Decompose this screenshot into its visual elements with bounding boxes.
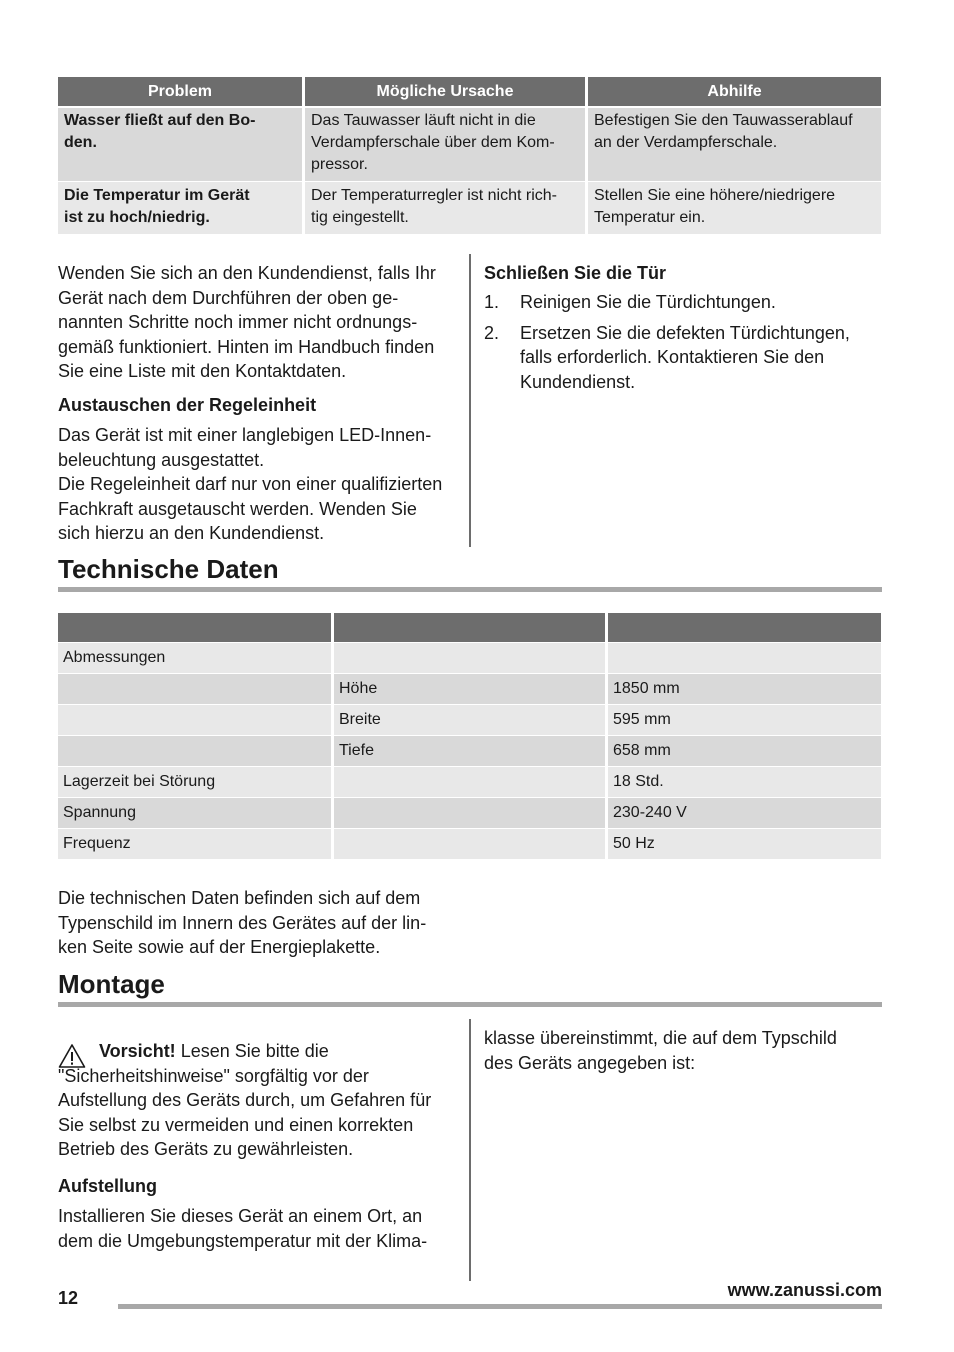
table-header-cell <box>334 613 605 642</box>
text-line: Wenden Sie sich an den Kundendienst, falls Ihr <box>58 263 436 283</box>
table-cell-cause <box>305 108 585 181</box>
table-cell: Frequenz <box>58 829 331 859</box>
cell-line: Der Temperaturregler ist nicht rich- <box>311 187 558 204</box>
section-title-technical-data: Technische Daten <box>58 554 279 584</box>
text-line: "Sicherheitshinweise" sorgfältig vor der <box>58 1065 369 1086</box>
close-door-heading: Schließen Sie die Tür <box>484 263 667 283</box>
column-divider <box>469 254 471 547</box>
footer-rule <box>118 1304 882 1309</box>
list-item <box>484 290 884 315</box>
table-cell: Tiefe <box>334 736 605 766</box>
text-line: sich hierzu an den Kundendienst. <box>58 523 325 543</box>
control-unit-heading: Austauschen der Regeleinheit <box>58 395 317 415</box>
text-line: des Geräts angegeben ist: <box>484 1052 696 1073</box>
cell-line: Stellen Sie eine höhere/niedrigere <box>594 187 836 204</box>
text-line: Das Gerät ist mit einer langlebigen LED-Innen- <box>58 425 432 445</box>
column-header-cause: Mögliche Ursache <box>305 77 585 106</box>
cell-line: Verdampferschale über dem Kom- <box>311 134 555 151</box>
column-header-problem: Problem <box>58 77 302 106</box>
text-line: Kundendienst. <box>520 371 636 392</box>
table-cell: Höhe <box>334 674 605 704</box>
table-cell <box>58 736 331 766</box>
table-cell: 230-240 V <box>608 798 881 828</box>
table-cell <box>334 767 605 797</box>
warning-text: Lesen Sie bitte die <box>175 1041 329 1061</box>
table-cell: Lagerzeit bei Störung <box>58 767 331 797</box>
table-cell <box>334 829 605 859</box>
text-line: Installieren Sie dieses Gerät an einem Ort, an <box>58 1206 423 1226</box>
control-unit-paragraph <box>58 423 463 546</box>
placement-continued-paragraph <box>484 1026 884 1075</box>
warning-paragraph <box>58 1039 463 1162</box>
table-cell <box>58 674 331 704</box>
section-rule <box>58 587 882 592</box>
table-cell: 18 Std. <box>608 767 881 797</box>
step-number: 1. <box>484 292 500 312</box>
table-cell <box>58 705 331 735</box>
text-line: Die Regeleinheit darf nur von einer qualifizierten <box>58 474 443 494</box>
text-line: dem die Umgebungstemperatur mit der Klima- <box>58 1230 428 1251</box>
table-cell: 1850 mm <box>608 674 881 704</box>
text-line: Sie eine Liste mit den Kontaktdaten. <box>58 361 347 381</box>
cell-line: Das Tauwasser läuft nicht in die <box>311 112 536 129</box>
cell-line: den. <box>64 134 97 151</box>
table-cell-problem <box>58 108 302 181</box>
placement-paragraph <box>58 1204 463 1253</box>
step-number: 2. <box>484 322 500 343</box>
cell-line: Befestigen Sie den Tauwasserablauf <box>594 112 853 129</box>
placement-heading: Aufstellung <box>58 1176 157 1196</box>
cell-line: ist zu hoch/niedrig. <box>64 209 210 226</box>
text-line: nannten Schritte noch immer nicht ordnungs- <box>58 312 418 332</box>
column-header-remedy: Abhilfe <box>588 77 881 106</box>
cell-line: Wasser fließt auf den Bo- <box>64 112 256 129</box>
cell-line: Temperatur ein. <box>594 209 706 226</box>
page-number: 12 <box>58 1288 79 1308</box>
text-line: Aufstellung des Geräts durch, um Gefahren für <box>58 1090 432 1110</box>
cell-line: an der Verdampferschale. <box>594 134 778 151</box>
table-cell: 595 mm <box>608 705 881 735</box>
service-paragraph <box>58 261 463 384</box>
text-line: klasse übereinstimmt, die auf dem Typschild <box>484 1028 837 1048</box>
table-cell: 658 mm <box>608 736 881 766</box>
section-rule <box>58 1002 882 1007</box>
section-title-montage: Montage <box>58 969 165 999</box>
text-line: beleuchtung ausgestattet. <box>58 449 265 470</box>
text-line: Sie selbst zu vermeiden und einen korrekten <box>58 1114 414 1135</box>
warning-label: Vorsicht! <box>99 1041 176 1061</box>
text-line: falls erforderlich. Kontaktieren Sie den <box>520 347 825 367</box>
table-cell <box>608 643 881 673</box>
warning-first-line <box>58 1039 463 1064</box>
table-cell: Breite <box>334 705 605 735</box>
list-item <box>484 321 884 395</box>
text-line: Typenschild im Innern des Gerätes auf der lin- <box>58 912 427 933</box>
table-cell-cause <box>305 182 585 234</box>
table-cell-problem <box>58 182 302 234</box>
table-cell: 50 Hz <box>608 829 881 859</box>
cell-line: tig eingestellt. <box>311 209 409 226</box>
column-divider <box>469 1019 471 1281</box>
text-line: ken Seite sowie auf der Energieplakette. <box>58 937 381 957</box>
text-line: Gerät nach dem Durchführen der oben ge- <box>58 287 399 308</box>
table-cell-remedy <box>588 108 881 181</box>
technical-data-note <box>58 886 478 960</box>
table-header-cell <box>608 613 881 642</box>
cell-line: pressor. <box>311 156 368 173</box>
table-header-cell <box>58 613 331 642</box>
close-door-steps <box>484 290 884 394</box>
table-cell <box>334 643 605 673</box>
cell-line: Die Temperatur im Gerät <box>64 187 250 204</box>
text-line: Ersetzen Sie die defekten Türdichtungen, <box>520 322 850 343</box>
text-line: Die technischen Daten befinden sich auf dem <box>58 888 421 908</box>
text-line: Reinigen Sie die Türdichtungen. <box>520 292 776 312</box>
table-cell: Abmessungen <box>58 643 331 673</box>
table-cell-remedy <box>588 182 881 234</box>
text-line: Fachkraft ausgetauscht werden. Wenden Sie <box>58 498 417 519</box>
table-cell: Spannung <box>58 798 331 828</box>
table-cell <box>334 798 605 828</box>
text-line: gemäß funktioniert. Hinten im Handbuch finden <box>58 336 435 357</box>
text-line: Betrieb des Geräts zu gewährleisten. <box>58 1139 354 1159</box>
website-link[interactable]: www.zanussi.com <box>727 1280 882 1300</box>
